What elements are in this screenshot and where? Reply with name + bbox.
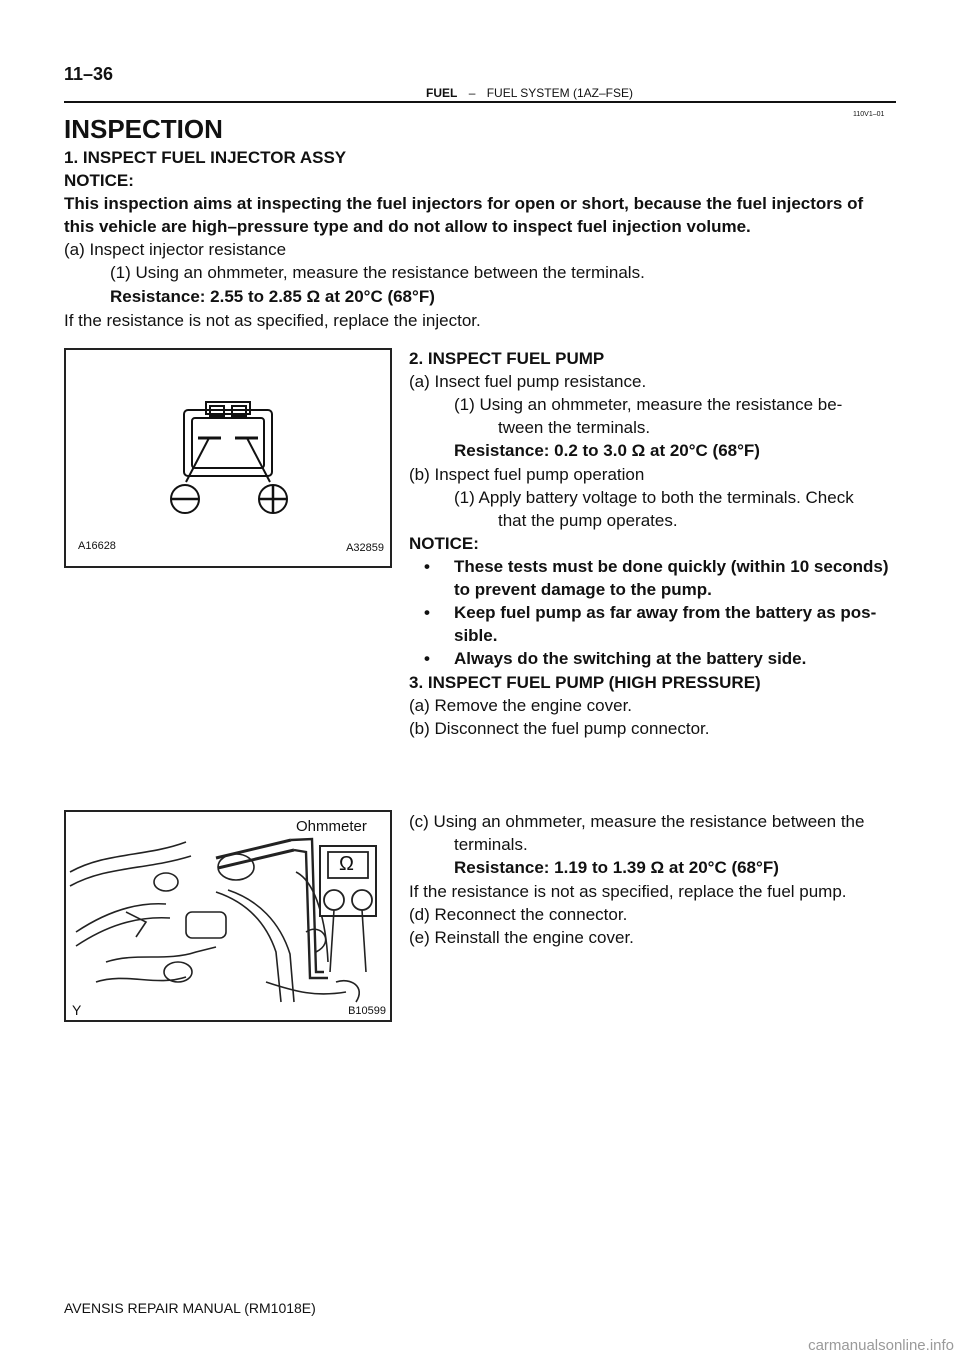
- step1-heading: 1. INSPECT FUEL INJECTOR ASSY: [64, 148, 347, 167]
- header-subsection: FUEL SYSTEM (1AZ–FSE): [486, 86, 633, 100]
- step1-a: (a) Inspect injector resistance: [64, 240, 287, 259]
- step2-bullet1-line2: to prevent damage to the pump.: [454, 580, 712, 599]
- figure1-label-right: A32859: [346, 542, 384, 554]
- figure2-corner-mark: Y: [72, 1002, 82, 1018]
- bullet-dot: •: [424, 603, 430, 622]
- step2-heading: 2. INSPECT FUEL PUMP: [409, 349, 605, 368]
- step3-heading: 3. INSPECT FUEL PUMP (HIGH PRESSURE): [409, 673, 761, 692]
- step1-notice-line2: this vehicle are high–pressure type and do not allow to inspect fuel injection volume.: [64, 217, 751, 236]
- step3-a: (a) Remove the engine cover.: [409, 696, 633, 715]
- doc-code: 110V1–01: [853, 111, 885, 118]
- step1-notice-line1: This inspection aims at inspecting the fuel injectors for open or short, because the fuel injectors of: [64, 194, 864, 213]
- step2-b: (b) Inspect fuel pump operation: [409, 465, 645, 484]
- step3-note: If the resistance is not as specified, replace the fuel pump.: [409, 882, 847, 901]
- header-separator: –: [468, 86, 476, 100]
- footer-manual: AVENSIS REPAIR MANUAL (RM1018E): [64, 1300, 316, 1316]
- header-section: FUEL: [426, 86, 458, 100]
- step1-notice-label: NOTICE:: [64, 171, 134, 190]
- bullet-dot: •: [424, 557, 430, 576]
- ohm-symbol: Ω: [339, 853, 354, 875]
- step1-a1: (1) Using an ohmmeter, measure the resistance between the terminals.: [110, 263, 645, 282]
- step1-resistance: Resistance: 2.55 to 2.85 Ω at 20°C (68°F): [110, 287, 435, 306]
- figure2-label-right: B10599: [348, 1005, 386, 1017]
- step3-resistance: Resistance: 1.19 to 1.39 Ω at 20°C (68°F): [454, 858, 779, 877]
- figure-connector: [64, 348, 392, 568]
- step2-a1-line2: tween the terminals.: [498, 418, 651, 437]
- step3-b: (b) Disconnect the fuel pump connector.: [409, 719, 710, 738]
- step2-bullet3: Always do the switching at the battery side.: [454, 649, 807, 668]
- step2-a: (a) Insect fuel pump resistance.: [409, 372, 647, 391]
- plus-terminal-icon: [259, 485, 287, 513]
- page-title: INSPECTION: [64, 114, 223, 144]
- figure-engine-ohmmeter: [64, 810, 392, 1022]
- minus-terminal-icon: [171, 485, 199, 513]
- header-rule: [64, 101, 896, 103]
- step1-note: If the resistance is not as specified, replace the injector.: [64, 311, 481, 330]
- bullet-dot: •: [424, 649, 430, 668]
- step2-bullet2-line1: Keep fuel pump as far away from the battery as pos-: [454, 603, 877, 622]
- step2-bullet2-line2: sible.: [454, 626, 498, 645]
- step3-d: (d) Reconnect the connector.: [409, 905, 628, 924]
- connector-drawing: [66, 350, 390, 566]
- step2-b1-line1: (1) Apply battery voltage to both the terminals. Check: [454, 488, 854, 507]
- step2-bullet1-line1: These tests must be done quickly (within 10 seconds): [454, 557, 889, 576]
- ohmmeter-label: Ohmmeter: [296, 818, 367, 835]
- step2-resistance: Resistance: 0.2 to 3.0 Ω at 20°C (68°F): [454, 441, 760, 460]
- watermark: carmanualsonline.info: [808, 1337, 954, 1354]
- running-header: [426, 86, 633, 100]
- step3-c-line2: terminals.: [454, 835, 528, 854]
- step2-b1-line2: that the pump operates.: [498, 511, 678, 530]
- figure1-label-left: A16628: [78, 540, 116, 552]
- step3-c-line1: (c) Using an ohmmeter, measure the resistance between the: [409, 812, 865, 831]
- step3-e: (e) Reinstall the engine cover.: [409, 928, 634, 947]
- page-number: 11–36: [64, 64, 114, 84]
- step2-a1-line1: (1) Using an ohmmeter, measure the resistance be-: [454, 395, 843, 414]
- step2-notice-label: NOTICE:: [409, 534, 479, 553]
- engine-drawing: [66, 812, 390, 1020]
